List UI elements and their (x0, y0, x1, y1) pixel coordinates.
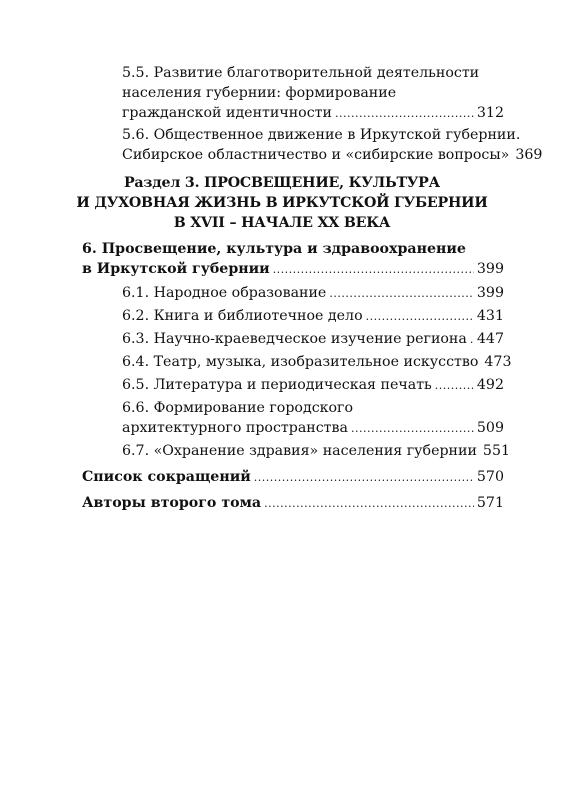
toc-entry-label: Авторы второго тома (82, 495, 262, 511)
toc-entry-6-6-line1: 6.6. Формирование городского (122, 400, 354, 416)
toc-chapter-6 (82, 260, 504, 279)
toc-entry-5-6-line2: Сибирское областничество и «сибирские вопросы» (122, 147, 510, 163)
page-number: 431 (476, 308, 504, 324)
page-number: 492 (476, 377, 504, 393)
toc-entry-5-5-line1: 5.5. Развитие благотворительной деятельности (122, 65, 480, 81)
chapter-6-title-line1: 6. Просвещение, культура и здравоохранение (82, 241, 466, 257)
page-number: 571 (476, 495, 504, 511)
toc-authors (82, 494, 504, 513)
dot-leader (335, 105, 474, 123)
toc-entry-6-3 (122, 330, 504, 349)
toc-entry-6-5 (122, 376, 504, 395)
dot-leader (351, 420, 474, 438)
toc-entry-6-7 (122, 442, 511, 461)
toc-entry-label: 6.7. «Охранение здравия» населения губернии (122, 443, 477, 459)
toc-entry-label: архитектурного пространства (122, 420, 348, 436)
section-heading-line1: Раздел 3. ПРОСВЕЩЕНИЕ, КУЛЬТУРА (123, 175, 441, 191)
page-number: 570 (476, 469, 504, 485)
page-number: 369 (515, 147, 543, 163)
toc-entry-5-5 (122, 104, 504, 123)
dot-leader (329, 285, 474, 303)
dot-leader (470, 331, 474, 349)
toc-entry-5-5-line2: населения губернии: формирование (122, 85, 397, 101)
page-number: 399 (476, 285, 504, 301)
toc-entry-label: 6.3. Научно-краеведческое изучение региона (122, 331, 467, 347)
toc-entry-label: Список сокращений (82, 469, 251, 485)
page-number: 509 (476, 420, 504, 436)
dot-leader (254, 469, 474, 487)
toc-entry-6-6 (122, 419, 504, 438)
page-number: 399 (476, 261, 504, 277)
dot-leader (264, 495, 474, 513)
toc-entry-5-6 (122, 146, 543, 165)
toc-entry-6-4 (122, 353, 512, 372)
toc-entry-5-6-line1: 5.6. Общественное движение в Иркутской губернии. (122, 127, 521, 143)
toc-entry-label: 6.5. Литература и периодическая печать (122, 377, 432, 393)
page-number: 473 (484, 354, 512, 370)
chapter-6-title-line2: в Иркутской губернии (82, 261, 270, 277)
section-heading-line3: В XVII – НАЧАЛЕ XX ВЕКА (173, 215, 391, 231)
toc-entry-5-5-line3: гражданской идентичности (122, 105, 332, 121)
section-heading-line2: И ДУХОВНАЯ ЖИЗНЬ В ИРКУТСКОЙ ГУБЕРНИИ (76, 195, 488, 211)
dot-leader (435, 377, 474, 395)
toc-entry-label: 6.2. Книга и библиотечное дело (122, 308, 363, 324)
dot-leader (366, 308, 474, 326)
page-number: 551 (482, 443, 511, 459)
toc-entry-label: 6.4. Театр, музыка, изобразительное искусство (122, 354, 479, 370)
page-number: 447 (476, 331, 504, 347)
page-number: 312 (476, 105, 504, 121)
dot-leader (273, 261, 474, 279)
toc-abbreviations (82, 468, 504, 487)
toc-entry-6-2 (122, 307, 504, 326)
toc-entry-label: 6.1. Народное образование (122, 285, 327, 301)
toc-entry-6-1 (122, 284, 504, 303)
